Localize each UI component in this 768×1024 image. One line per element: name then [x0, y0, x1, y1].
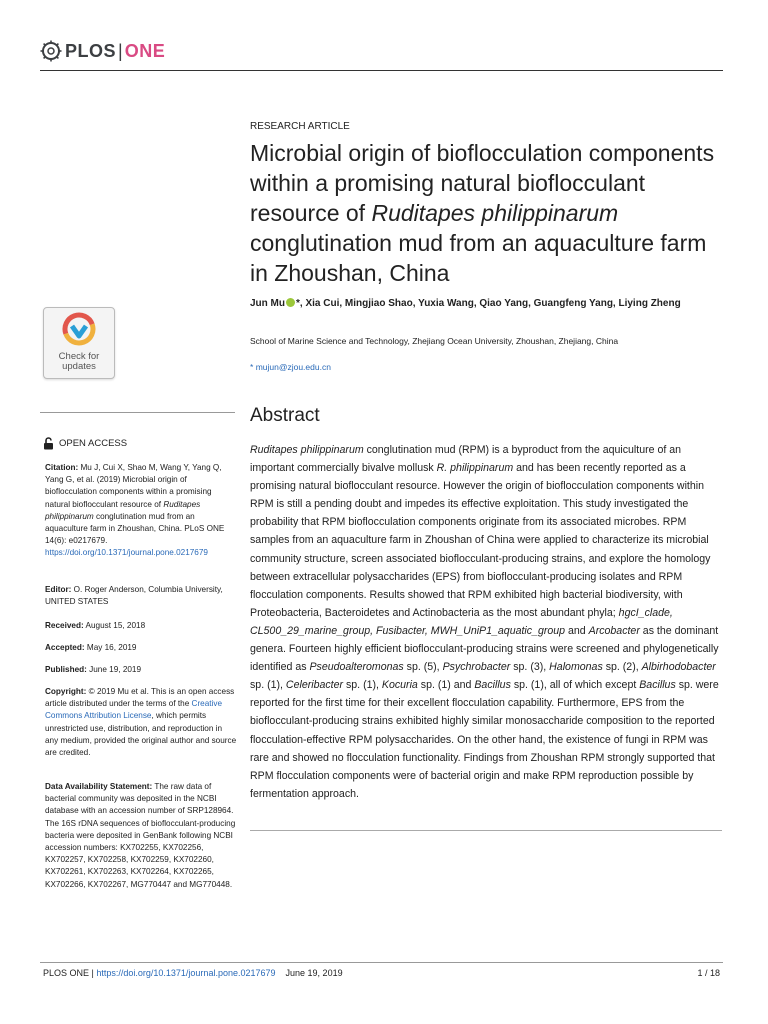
abstract-heading: Abstract: [250, 405, 320, 426]
citation-doi-link[interactable]: https://doi.org/10.1371/journal.pone.0217679: [45, 548, 208, 558]
email-link[interactable]: mujun@zjou.edu.cn: [255, 362, 331, 372]
abstract-divider: [250, 830, 722, 831]
copyright: Copyright: © 2019 Mu et al. This is an open access article distributed under the terms of the Creative Commons Attribution License, which permits unrestricted use, distribution, and reproduction in any medium, provided the original author and source are credited.: [45, 687, 237, 758]
page-number: 1 / 18: [697, 968, 720, 978]
citation: Citation: Mu J, Cui X, Shao M, Wang Y, Yang Q, Yang G, et al. (2019) Microbial origin of bioflocculation components within a promising natural bioflocculant resource of Ruditapes philippinarum conglutination mud from an aquaculture farm in Zhoushan, China. PLoS ONE 14(6): e0217679. https://doi.org/10.1371/journal.pone.0217679: [45, 463, 225, 558]
article-title: Microbial origin of bioflocculation components within a promising natural bioflocculant resource of Ruditapes philippinarum conglutination mud from an aquaculture farm in Zhoushan, China: [250, 140, 715, 286]
affiliation: School of Marine Science and Technology, Zhejiang Ocean University, Zhoushan, Zhejiang, China: [250, 336, 619, 346]
logo-separator: |: [118, 40, 123, 61]
check-for-updates-badge[interactable]: [43, 307, 115, 379]
logo-plos-text: PLOS: [65, 40, 117, 61]
author-list: [250, 296, 720, 311]
logo-one-text: ONE: [124, 40, 166, 61]
received-date: Received: August 15, 2018: [45, 621, 146, 630]
data-availability: Data Availability Statement: The raw data of bacterial community was deposited in the NCBI database with an accession number of SRP128964. The 16S rDNA sequences of bioflocculant-producing bacteria were deposited in GenBank following NCBI accession numbers: KX702255, KX702256, KX702257, KX702258, KX702259, KX702260, KX702261, KX702263, KX702264, KX702265, KX702266, KX702267, MG770447 and MG770448.: [45, 782, 236, 889]
open-lock-icon: [43, 437, 54, 450]
editor: Editor: O. Roger Anderson, Columbia University, UNITED STATES: [45, 585, 223, 607]
page-footer: PLOS ONE | https://doi.org/10.1371/journal.pone.0217679 June 19, 2019: [43, 968, 343, 978]
check-updates-label: Check for: [58, 351, 100, 362]
check-for-updates-icon: [62, 312, 96, 352]
journal-logo: [40, 40, 165, 62]
open-access-label: OPEN ACCESS: [43, 437, 127, 450]
corresponding-mark: *: [296, 298, 300, 309]
corresponding-email: * mujun@zjou.edu.cn: [250, 362, 331, 372]
footer-date: June 19, 2019: [285, 968, 343, 978]
accepted-date: Accepted: May 16, 2019: [45, 643, 137, 652]
license-link[interactable]: Creative Commons Attribution License: [45, 699, 223, 721]
check-updates-label: updates: [62, 361, 96, 372]
footer-doi-link[interactable]: https://doi.org/10.1371/journal.pone.0217679: [96, 968, 276, 978]
header-divider: [40, 70, 723, 71]
plos-logo-icon: [40, 40, 62, 62]
orcid-icon[interactable]: [286, 298, 295, 307]
published-date: Published: June 19, 2019: [45, 665, 142, 674]
sidebar-divider: [40, 412, 235, 413]
footer-divider: [40, 962, 723, 963]
author-name[interactable]: Jun Mu: [250, 298, 285, 309]
abstract-text: Ruditapes philippinarum conglutination mud (RPM) is a byproduct from the aquiculture of an important commercially bivalve mollusk R. philippinarum and has been recently reported as a promising natural bioflocculant resource. However the origin of bioflocculation components within RPM is still a pending doubt and impedes its effective exploitation. This study investigated the probability that RPM bioflocculation components originate from its associated microbes. RPM samples from an aquaculture farm in Zhoushan of China were applied to characterize its microbial community structure, screen associated bioflocculant-producing strains, and explore the homology between extracellular polysaccharides (EPS) from bioflocculant-producing isolates and RPM flocculation components. Results showed that RPM exhibited high bacterial biodiversity, with Proteobacteria, Bacteroidetes and Actinobacteria as the most abundant phyla; hgcI_clade, CL500_29_marine_group, Fusibacter, MWH_UniP1_aquatic_group and Arcobacter as the dominant genera. Fourteen highly efficient bioflocculant-producing strains were screened and phylogenetically identified as Pseudoalteromonas sp. (5), Psychrobacter sp. (3), Halomonas sp. (2), Albirhodobacter sp. (1), Celeribacter sp. (1), Kocuria sp. (1) and Bacillus sp. (1), all of which except Bacillus sp. were reported for the first time for their excellent flocculation capability. Furthermore, EPS from the bioflocculant-producing strains exhibited highly similar monosaccharide composition to the reported flocculation-effective RPM polysaccharides. On the other hand, the existence of fungi in RPM was rare and showed no flocculation functionality. Findings from Zhoushan RPM strongly supported that RPM flocculation components were of bacterial origin and make RPM reproduction possible by fermentation approach.: [250, 444, 719, 800]
article-type: RESEARCH ARTICLE: [250, 121, 350, 132]
other-authors: , Xia Cui, Mingjiao Shao, Yuxia Wang, Qiao Yang, Guangfeng Yang, Liying Zheng: [299, 298, 681, 309]
